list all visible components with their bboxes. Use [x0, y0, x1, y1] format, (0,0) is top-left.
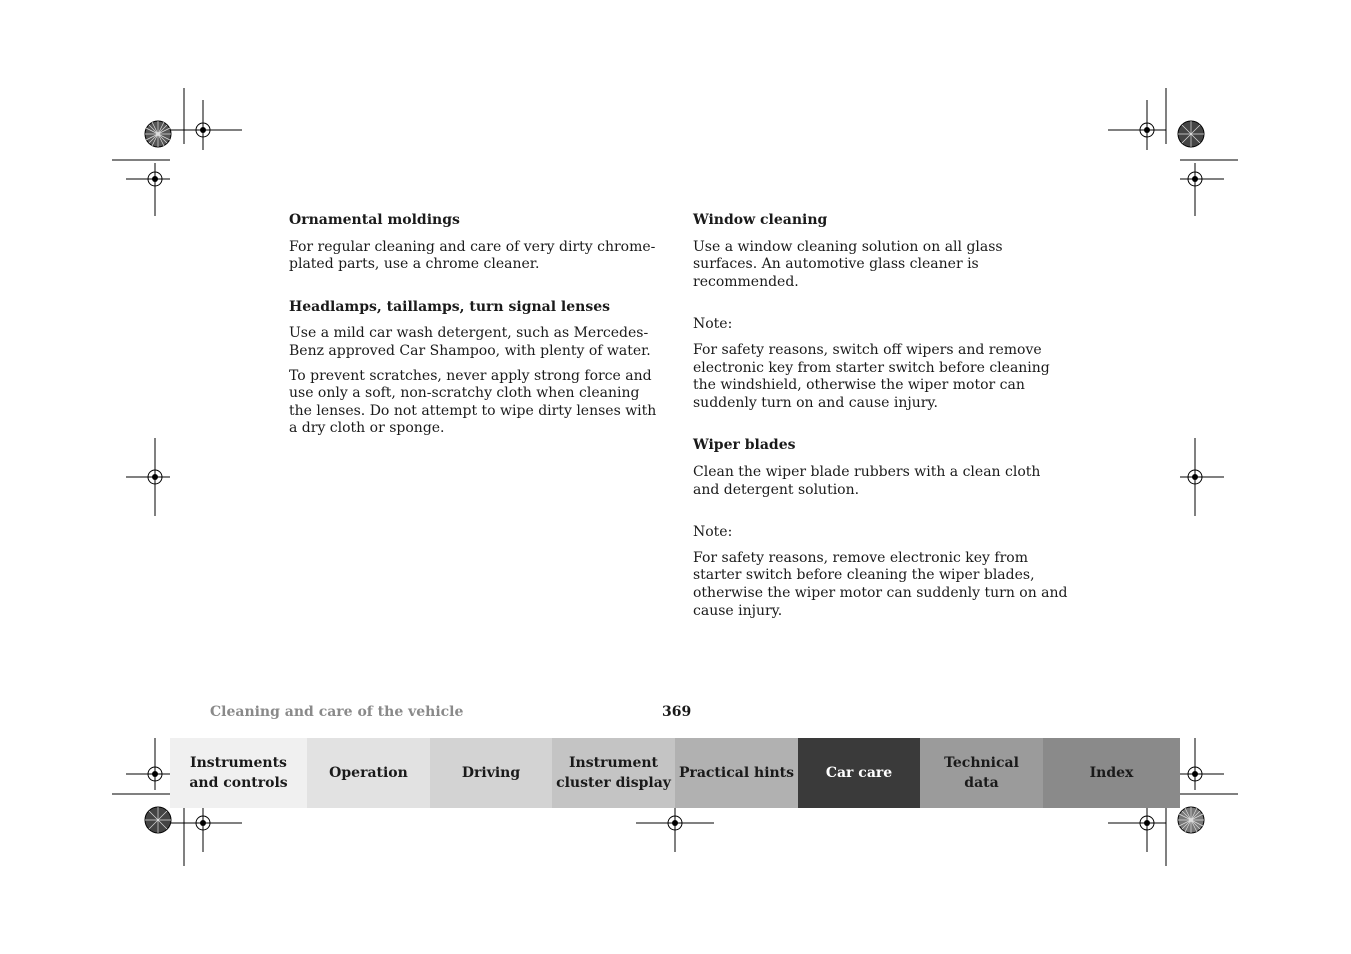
tab-car-care[interactable]: Car care [798, 738, 920, 808]
tab-practical-hints[interactable]: Practical hints [675, 738, 798, 808]
right-column [693, 212, 1068, 627]
paragraph: To prevent scratches, never apply strong force and use only a soft, non-scratchy cloth when cleaning the lenses. Do not attempt to wipe dirty lenses with a dry cloth or sponge. [289, 367, 657, 437]
note-label: Note: [693, 524, 733, 541]
tab-instrument-cluster-display[interactable]: Instrument cluster display [552, 738, 675, 808]
tab-driving[interactable]: Driving [430, 738, 552, 808]
note-label: Note: [693, 316, 733, 333]
paragraph: Use a window cleaning solution on all glass surfaces. An automotive glass cleaner is recommended. [693, 238, 1003, 290]
paragraph: For regular cleaning and care of very dirty chrome-plated parts, use a chrome cleaner. [289, 238, 656, 273]
left-column [289, 212, 661, 445]
tab-index[interactable]: Index [1043, 738, 1180, 808]
paragraph: Use a mild car wash detergent, such as Mercedes-Benz approved Car Shampoo, with plenty of water. [289, 325, 651, 359]
note-text: For safety reasons, remove electronic key from starter switch before cleaning the wiper blades, otherwise the wiper motor can suddenly turn on and cause injury. [693, 549, 1068, 619]
page-number: 369 [662, 704, 692, 720]
section-heading-ornamental-moldings: Ornamental moldings [289, 212, 460, 228]
section-heading-window-cleaning: Window cleaning [693, 212, 828, 228]
section-heading-headlamps: Headlamps, taillamps, turn signal lenses [289, 298, 610, 315]
chapter-tab-bar [170, 738, 1180, 808]
tab-operation[interactable]: Operation [307, 738, 430, 808]
note-text: For safety reasons, switch off wipers and remove electronic key from starter switch before cleaning the windshield, otherwise the wiper motor can suddenly turn on and cause injury. [693, 341, 1050, 411]
section-heading-wiper-blades: Wiper blades [693, 437, 796, 454]
tab-technical-data[interactable]: Technical data [920, 738, 1043, 808]
paragraph: Clean the wiper blade rubbers with a clean cloth and detergent solution. [693, 463, 1041, 498]
footer-section-title: Cleaning and care of the vehicle [210, 704, 464, 720]
tab-instruments-and-controls[interactable]: Instruments and controls [170, 738, 307, 808]
